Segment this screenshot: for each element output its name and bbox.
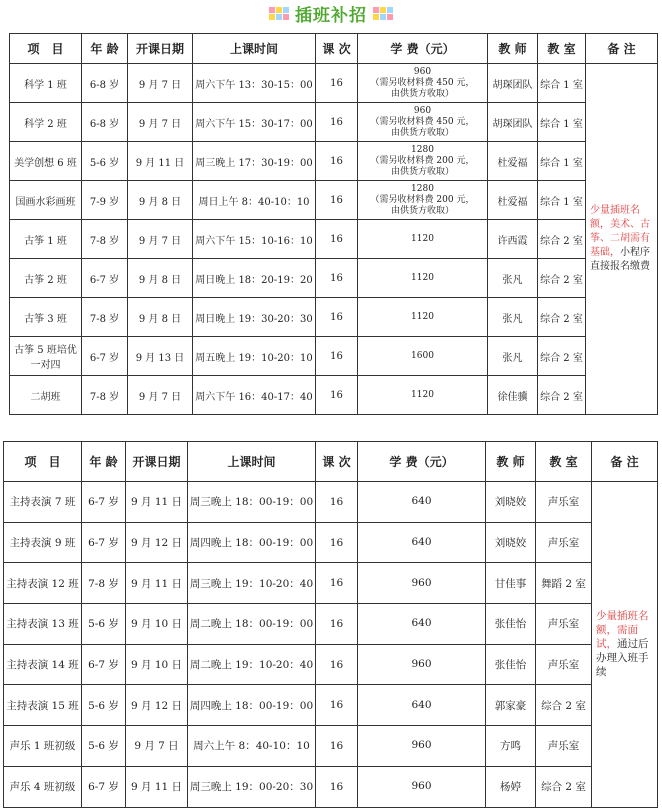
cell-room: 声乐室 <box>536 644 592 685</box>
cell-room: 综合 1 室 <box>538 64 586 103</box>
cell-count: 16 <box>316 298 358 337</box>
column-header: 课 次 <box>316 442 358 482</box>
cell-name: 科学 1 班 <box>10 64 82 103</box>
table-row <box>4 644 658 685</box>
cell-room: 声乐室 <box>536 726 592 767</box>
cell-count: 16 <box>316 604 358 645</box>
cell-start: 9 月 10 日 <box>126 644 188 685</box>
cell-count: 16 <box>316 563 358 604</box>
cell-room: 声乐室 <box>536 522 592 563</box>
cell-fee: 960 <box>358 766 486 807</box>
cell-teacher: 张凡 <box>488 298 538 337</box>
cell-fee: 1120 <box>358 220 488 259</box>
cell-name: 美学创想 6 班 <box>10 142 82 181</box>
column-header: 备 注 <box>592 442 658 482</box>
column-header: 开课日期 <box>128 34 193 64</box>
cell-age: 5-6 岁 <box>82 142 128 181</box>
cell-room: 综合 2 室 <box>538 337 586 376</box>
column-header: 课 次 <box>316 34 358 64</box>
cell-fee: 1600 <box>358 337 488 376</box>
cell-name: 古筝 1 班 <box>10 220 82 259</box>
cell-count: 16 <box>316 726 358 767</box>
cell-count: 16 <box>316 181 358 220</box>
table-header-row <box>4 442 658 482</box>
cell-teacher: 张凡 <box>488 337 538 376</box>
cell-start: 9 月 11 日 <box>126 563 188 604</box>
cell-fee: 1120 <box>358 298 488 337</box>
remark-highlight: 少量插班名额，美术、古筝、二胡需有基础， <box>590 205 650 258</box>
cell-age: 6-7 岁 <box>82 766 126 807</box>
table-row <box>10 376 658 415</box>
cell-age: 6-8 岁 <box>82 64 128 103</box>
cell-age: 7-8 岁 <box>82 376 128 415</box>
table-row <box>10 259 658 298</box>
cell-start: 9 月 7 日 <box>128 103 193 142</box>
cell-fee: 960 （需另收材料费 450 元， 由供货方收取） <box>358 103 488 142</box>
column-header: 开课日期 <box>126 442 188 482</box>
cell-room: 综合 2 室 <box>538 376 586 415</box>
column-header: 年 龄 <box>82 34 128 64</box>
cell-time: 周四晚上 18：00-19：00 <box>188 685 316 726</box>
column-header: 上课时间 <box>188 442 316 482</box>
column-header: 学 费（元） <box>358 442 486 482</box>
cell-count: 16 <box>316 766 358 807</box>
cell-count: 16 <box>316 376 358 415</box>
cell-name: 科学 2 班 <box>10 103 82 142</box>
cell-room: 舞蹈 2 室 <box>536 563 592 604</box>
table-header-row <box>10 34 658 64</box>
cell-name: 主持表演 13 班 <box>4 604 82 645</box>
cell-count: 16 <box>316 337 358 376</box>
cell-teacher: 杜爱福 <box>488 142 538 181</box>
remark-highlight: 少量插班名额，需面试， <box>596 610 649 651</box>
cell-time: 周六下午 15：30-17：00 <box>193 103 316 142</box>
cell-age: 7-8 岁 <box>82 220 128 259</box>
schedule-table-1 <box>9 33 658 415</box>
cell-name: 主持表演 15 班 <box>4 685 82 726</box>
cell-fee: 1280 （需另收材料费 200 元， 由供货方收取） <box>358 142 488 181</box>
cell-name: 古筝 5 班培优 一对四 <box>10 337 82 376</box>
cell-name: 声乐 4 班初级 <box>4 766 82 807</box>
cell-fee: 960 <box>358 563 486 604</box>
cell-name: 主持表演 12 班 <box>4 563 82 604</box>
cell-room: 综合 1 室 <box>538 142 586 181</box>
cell-fee: 960 <box>358 726 486 767</box>
table-row <box>4 766 658 807</box>
cell-time: 周二晚上 19：10-20：40 <box>188 644 316 685</box>
column-header: 教 室 <box>536 442 592 482</box>
column-header: 教 师 <box>486 442 536 482</box>
cell-start: 9 月 12 日 <box>126 685 188 726</box>
cell-count: 16 <box>316 220 358 259</box>
cell-count: 16 <box>316 522 358 563</box>
cell-teacher: 方鸣 <box>486 726 536 767</box>
cell-name: 声乐 1 班初级 <box>4 726 82 767</box>
cell-name: 古筝 3 班 <box>10 298 82 337</box>
column-header: 教 师 <box>488 34 538 64</box>
cell-room: 综合 2 室 <box>538 220 586 259</box>
schedule-table-2 <box>3 441 658 808</box>
cell-fee: 960 <box>358 644 486 685</box>
cell-fee: 640 <box>358 604 486 645</box>
cell-start: 9 月 8 日 <box>128 298 193 337</box>
cell-start: 9 月 11 日 <box>126 766 188 807</box>
cell-age: 6-7 岁 <box>82 522 126 563</box>
table-row <box>10 220 658 259</box>
cell-count: 16 <box>316 103 358 142</box>
cell-name: 主持表演 9 班 <box>4 522 82 563</box>
decoration-right-icon <box>373 7 393 20</box>
cell-start: 9 月 10 日 <box>126 604 188 645</box>
cell-time: 周日上午 8：40-10：10 <box>193 181 316 220</box>
cell-time: 周二晚上 18：00-19：00 <box>188 604 316 645</box>
cell-time: 周日晚上 18：20-19：20 <box>193 259 316 298</box>
cell-age: 5-6 岁 <box>82 604 126 645</box>
cell-start: 9 月 13 日 <box>128 337 193 376</box>
table-row <box>10 103 658 142</box>
cell-room: 综合 2 室 <box>538 259 586 298</box>
column-header: 项 目 <box>10 34 82 64</box>
cell-teacher: 胡琛团队 <box>488 103 538 142</box>
cell-time: 周三晚上 17：30-19：00 <box>193 142 316 181</box>
cell-count: 16 <box>316 482 358 523</box>
column-header: 学 费（元） <box>358 34 488 64</box>
cell-room: 综合 1 室 <box>538 181 586 220</box>
cell-age: 5-6 岁 <box>82 726 126 767</box>
table-row <box>10 298 658 337</box>
cell-name: 主持表演 7 班 <box>4 482 82 523</box>
cell-age: 6-7 岁 <box>82 259 128 298</box>
cell-age: 7-8 岁 <box>82 563 126 604</box>
cell-age: 6-8 岁 <box>82 103 128 142</box>
cell-age: 6-7 岁 <box>82 644 126 685</box>
cell-start: 9 月 7 日 <box>128 376 193 415</box>
cell-teacher: 郭家豪 <box>486 685 536 726</box>
cell-start: 9 月 11 日 <box>128 142 193 181</box>
cell-start: 9 月 7 日 <box>128 220 193 259</box>
cell-teacher: 胡琛团队 <box>488 64 538 103</box>
cell-age: 7-9 岁 <box>82 181 128 220</box>
cell-time: 周五晚上 19：10-20：10 <box>193 337 316 376</box>
column-header: 备 注 <box>586 34 658 64</box>
cell-name: 国画水彩画班 <box>10 181 82 220</box>
table-row <box>10 142 658 181</box>
cell-time: 周四晚上 18：00-19：00 <box>188 522 316 563</box>
cell-teacher: 杨婷 <box>486 766 536 807</box>
cell-teacher: 刘晓姣 <box>486 482 536 523</box>
table-row <box>4 726 658 767</box>
cell-start: 9 月 11 日 <box>126 482 188 523</box>
cell-start: 9 月 12 日 <box>126 522 188 563</box>
cell-fee: 1120 <box>358 376 488 415</box>
cell-count: 16 <box>316 142 358 181</box>
table-row <box>4 563 658 604</box>
cell-time: 周六下午 13：30-15：00 <box>193 64 316 103</box>
cell-count: 16 <box>316 644 358 685</box>
cell-fee: 1280 （需另收材料费 200 元， 由供货方收取） <box>358 181 488 220</box>
cell-teacher: 杜爱福 <box>488 181 538 220</box>
cell-teacher: 张佳怡 <box>486 604 536 645</box>
cell-teacher: 刘晓姣 <box>486 522 536 563</box>
cell-fee: 960 （需另收材料费 450 元， 由供货方收取） <box>358 64 488 103</box>
cell-fee: 640 <box>358 685 486 726</box>
cell-teacher: 张佳怡 <box>486 644 536 685</box>
cell-teacher: 张凡 <box>488 259 538 298</box>
decoration-left-icon <box>269 7 289 20</box>
cell-time: 周三晚上 19：00-20：30 <box>188 766 316 807</box>
cell-count: 16 <box>316 64 358 103</box>
cell-room: 声乐室 <box>536 482 592 523</box>
cell-room: 综合 2 室 <box>538 298 586 337</box>
cell-room: 综合 2 室 <box>536 685 592 726</box>
page-title: 插班补招 <box>295 5 367 26</box>
cell-room: 综合 1 室 <box>538 103 586 142</box>
column-header: 项 目 <box>4 442 82 482</box>
table-row <box>4 482 658 523</box>
cell-start: 9 月 7 日 <box>126 726 188 767</box>
cell-fee: 1120 <box>358 259 488 298</box>
column-header: 教 室 <box>538 34 586 64</box>
cell-start: 9 月 7 日 <box>128 64 193 103</box>
table-row <box>4 685 658 726</box>
remark-text: 通过后办理入班手续 <box>596 638 649 679</box>
cell-room: 声乐室 <box>536 604 592 645</box>
cell-age: 7-8 岁 <box>82 298 128 337</box>
table-row <box>10 337 658 376</box>
cell-time: 周三晚上 18：00-19：00 <box>188 482 316 523</box>
table-row <box>10 64 658 103</box>
cell-start: 9 月 8 日 <box>128 259 193 298</box>
cell-age: 6-7 岁 <box>82 482 126 523</box>
table-row <box>4 522 658 563</box>
cell-time: 周六下午 16：40-17：40 <box>193 376 316 415</box>
cell-fee: 640 <box>358 482 486 523</box>
cell-room: 综合 2 室 <box>536 766 592 807</box>
cell-name: 主持表演 14 班 <box>4 644 82 685</box>
cell-count: 16 <box>316 685 358 726</box>
cell-fee: 640 <box>358 522 486 563</box>
cell-name: 二胡班 <box>10 376 82 415</box>
cell-teacher: 甘佳事 <box>486 563 536 604</box>
cell-time: 周六下午 15：10-16：10 <box>193 220 316 259</box>
remark-cell <box>592 482 658 808</box>
cell-name: 古筝 2 班 <box>10 259 82 298</box>
table-row <box>4 604 658 645</box>
cell-teacher: 许西霞 <box>488 220 538 259</box>
title-bar <box>0 0 662 26</box>
cell-teacher: 徐佳骥 <box>488 376 538 415</box>
remark-cell <box>586 64 658 415</box>
cell-age: 5-6 岁 <box>82 685 126 726</box>
cell-start: 9 月 8 日 <box>128 181 193 220</box>
table-row <box>10 181 658 220</box>
column-header: 上课时间 <box>193 34 316 64</box>
cell-time: 周日晚上 19：30-20：30 <box>193 298 316 337</box>
remark-text: 小程序直接报名缴费 <box>590 247 650 272</box>
column-header: 年 龄 <box>82 442 126 482</box>
cell-time: 周六上午 8：40-10：10 <box>188 726 316 767</box>
cell-count: 16 <box>316 259 358 298</box>
cell-time: 周三晚上 19：10-20：40 <box>188 563 316 604</box>
cell-age: 6-7 岁 <box>82 337 128 376</box>
